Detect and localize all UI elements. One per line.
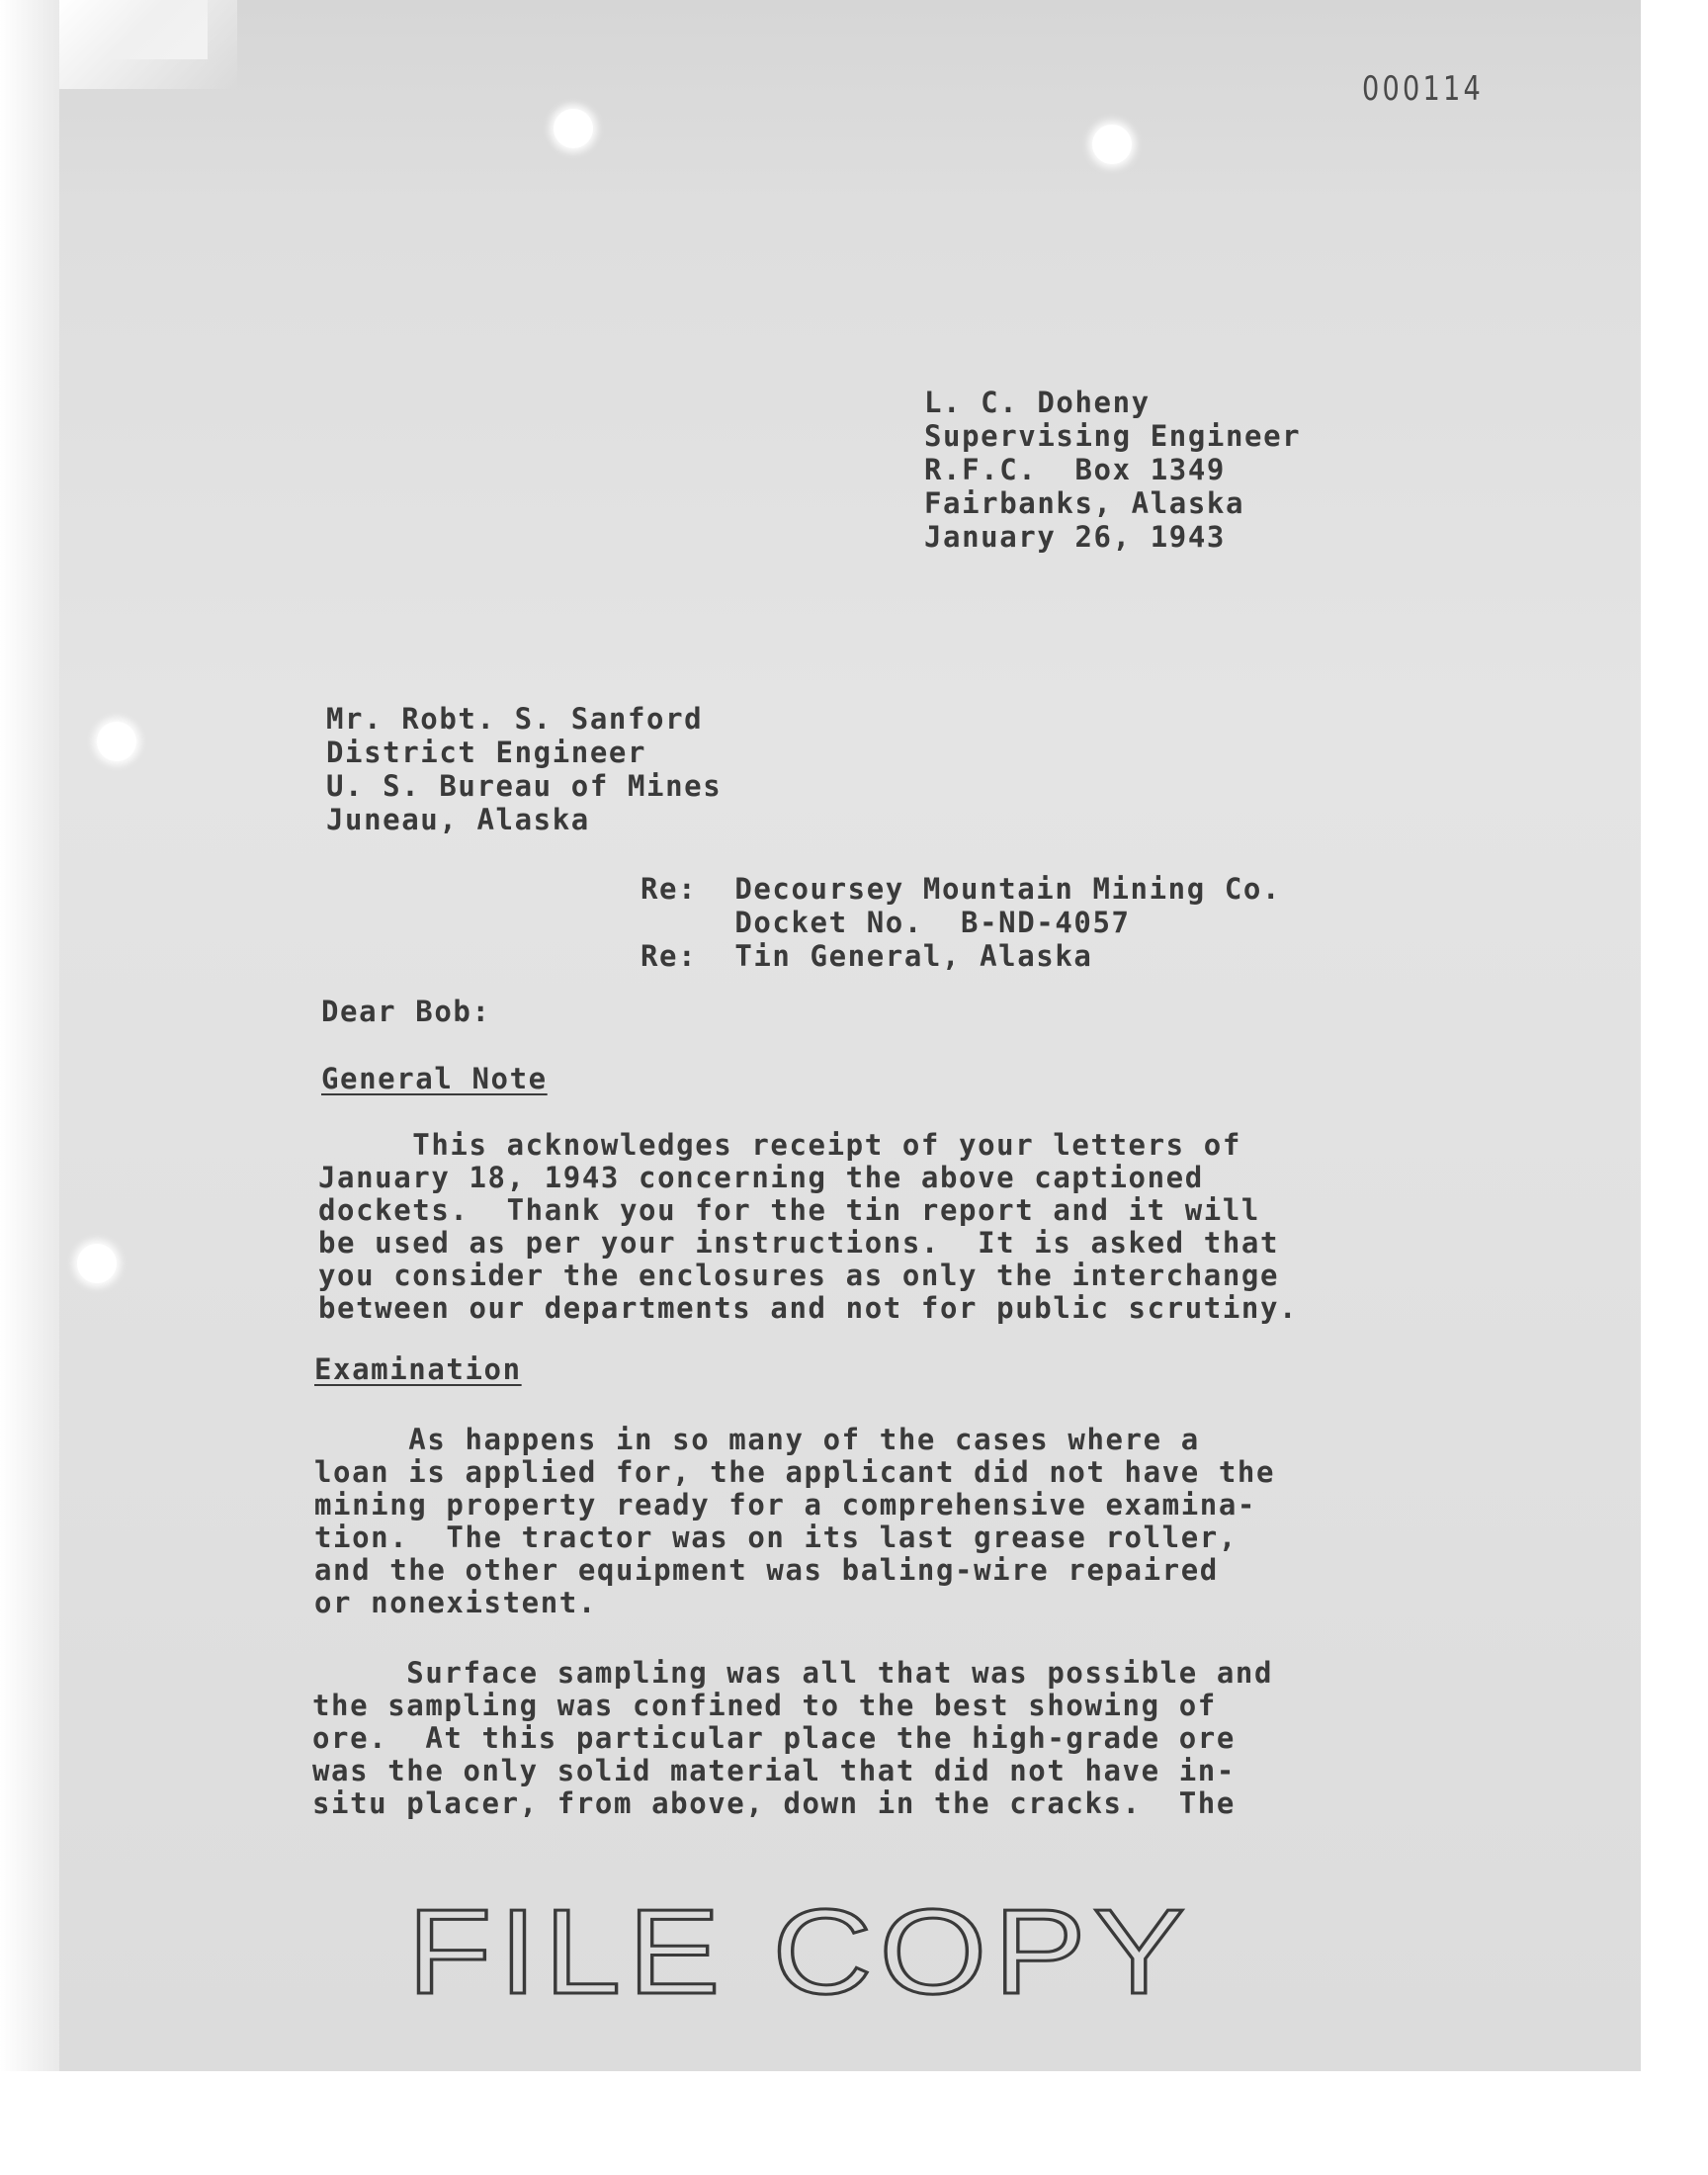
paragraph: As happens in so many of the cases where a loan is applied for, the applicant did not have the mining property ready for a comprehensive examina- tion. The tractor was on its last grease roller, and the other equipment was baling-wire repaired or nonexistent. [314,1423,1276,1619]
re-subject: Tin General, Alaska [734,939,1093,973]
re-label: Re: [640,939,698,973]
section-heading: Examination [314,1352,522,1386]
page-left-edge [0,0,59,2071]
section-heading: General Note [321,1062,548,1095]
recipient-line: U. S. Bureau of Mines [326,769,723,803]
sender-line: L. C. Doheny [924,386,1151,419]
re-subject: Decoursey Mountain Mining Co. [734,872,1282,906]
punch-hole [1092,125,1132,164]
document-number: 000114 [1362,69,1485,109]
salutation: Dear Bob: [321,995,491,1028]
recipient-line: Mr. Robt. S. Sanford [326,702,704,736]
folded-corner [59,0,237,89]
sender-line: Supervising Engineer [924,419,1302,453]
punch-hole [554,109,593,148]
sender-date: January 26, 1943 [924,520,1226,554]
paragraph: Surface sampling was all that was possible and the sampling was confined to the best showing of ore. At this particular place the high-grade ore was the only solid material that did not have in- situ placer, from above, down in the cracks. The [312,1656,1274,1820]
sender-line: R.F.C. Box 1349 [924,453,1226,486]
punch-hole [77,1244,117,1283]
sender-block [924,386,1301,554]
punch-hole [97,722,136,761]
recipient-line: Juneau, Alaska [326,803,590,836]
recipient-block [326,702,722,836]
reference-block [640,872,1281,973]
file-copy-stamp-graphic [407,1894,1198,2013]
recipient-line: District Engineer [326,736,647,769]
re-label: Re: [640,872,698,906]
docket-number: Docket No. B-ND-4057 [734,906,1131,939]
file-copy-stamp-text: FILE COPY [407,1894,1192,2013]
sender-line: Fairbanks, Alaska [924,486,1245,520]
file-copy-stamp [407,1894,1198,2017]
paragraph: This acknowledges receipt of your letters of January 18, 1943 concerning the above captioned dockets. Thank you for the tin report and it will be used as per your instructions. It is asked that you consider the enclosures as only the interchange between our departments and not for public scrutiny. [318,1128,1299,1325]
